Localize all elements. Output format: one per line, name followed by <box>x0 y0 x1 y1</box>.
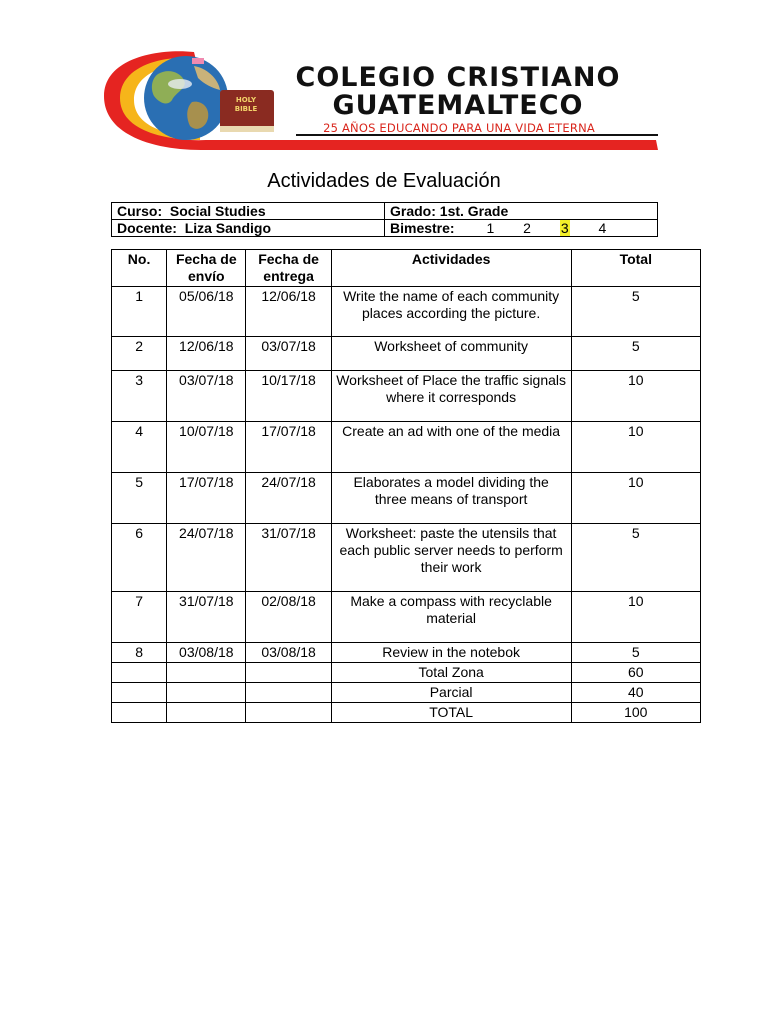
cell-actividad: Worksheet of Place the traffic signals where it corresponds <box>331 371 571 422</box>
cell-actividad: Create an ad with one of the media <box>331 422 571 473</box>
header-no: No. <box>112 250 167 287</box>
header-actividades: Actividades <box>331 250 571 287</box>
cell-actividad: Review in the notebok <box>331 643 571 663</box>
cell-total: 10 <box>571 473 700 524</box>
cell-total: 5 <box>571 524 700 592</box>
cell-actividad: Elaborates a model dividing the three means of transport <box>331 473 571 524</box>
school-name-line2: GUATEMALTECO <box>332 90 584 121</box>
summary-total: 40 <box>571 683 700 703</box>
docente-cell <box>112 220 385 237</box>
docente-label: Docente: <box>117 220 177 236</box>
cell-entrega: 03/08/18 <box>246 643 331 663</box>
summary-total: 60 <box>571 663 700 683</box>
cell-no: 7 <box>112 592 167 643</box>
table-row <box>112 371 701 422</box>
table-row <box>112 473 701 524</box>
cell-entrega: 17/07/18 <box>246 422 331 473</box>
summary-label: TOTAL <box>331 703 571 723</box>
cell-envio: 17/07/18 <box>167 473 246 524</box>
info-row <box>112 220 658 237</box>
curso-value: Social Studies <box>169 203 266 219</box>
cell-total: 5 <box>571 287 700 337</box>
cell-no: 8 <box>112 643 167 663</box>
header-total: Total <box>571 250 700 287</box>
table-row <box>112 337 701 371</box>
summary-total: 100 <box>571 703 700 723</box>
cell-envio: 03/07/18 <box>167 371 246 422</box>
school-motto: 25 AÑOS EDUCANDO PARA UNA VIDA ETERNA <box>323 121 595 135</box>
header-fecha-envio: Fecha de envío <box>167 250 246 287</box>
cell-envio: 03/08/18 <box>167 643 246 663</box>
cell-total: 10 <box>571 592 700 643</box>
school-header <box>96 44 666 154</box>
cell-no: 2 <box>112 337 167 371</box>
grado-value: 1st. Grade <box>439 203 509 219</box>
cell-total: 5 <box>571 337 700 371</box>
table-header-row <box>112 250 701 287</box>
cell-no: 4 <box>112 422 167 473</box>
activities-table <box>111 249 701 723</box>
summary-label: Total Zona <box>331 663 571 683</box>
bimestre-option: 1 <box>486 220 495 236</box>
info-row <box>112 203 658 220</box>
grado-cell <box>385 203 658 220</box>
cell-no: 5 <box>112 473 167 524</box>
summary-row <box>112 663 701 683</box>
summary-label: Parcial <box>331 683 571 703</box>
cell-envio: 10/07/18 <box>167 422 246 473</box>
cell-actividad: Make a compass with recyclable material <box>331 592 571 643</box>
grado-label: Grado: <box>390 203 436 219</box>
cell-total: 5 <box>571 643 700 663</box>
bimestre-option: 4 <box>598 220 607 236</box>
bimestre-option-selected: 3 <box>560 220 569 236</box>
cell-actividad: Worksheet: paste the utensils that each public server needs to perform their work <box>331 524 571 592</box>
cell-envio: 24/07/18 <box>167 524 246 592</box>
bimestre-option: 2 <box>523 220 531 236</box>
cell-envio: 12/06/18 <box>167 337 246 371</box>
info-table <box>111 202 658 237</box>
school-name-line1: COLEGIO CRISTIANO <box>295 62 621 93</box>
bible-text-2: BIBLE <box>234 105 258 113</box>
bible-text-1: HOLY <box>235 96 257 104</box>
cell-total: 10 <box>571 371 700 422</box>
cell-entrega: 31/07/18 <box>246 524 331 592</box>
summary-row <box>112 703 701 723</box>
table-row <box>112 643 701 663</box>
cell-entrega: 12/06/18 <box>246 287 331 337</box>
cell-entrega: 03/07/18 <box>246 337 331 371</box>
summary-row <box>112 683 701 703</box>
cell-no: 3 <box>112 371 167 422</box>
cell-total: 10 <box>571 422 700 473</box>
cell-entrega: 02/08/18 <box>246 592 331 643</box>
cell-envio: 05/06/18 <box>167 287 246 337</box>
docente-value: Liza Sandigo <box>184 220 272 236</box>
table-row <box>112 422 701 473</box>
curso-label: Curso: <box>117 203 163 219</box>
cell-actividad: Write the name of each community places according the picture. <box>331 287 571 337</box>
bimestre-label: Bimestre: <box>390 220 455 236</box>
bimestre-options <box>486 220 631 236</box>
cell-envio: 31/07/18 <box>167 592 246 643</box>
curso-cell <box>112 203 385 220</box>
table-row <box>112 287 701 337</box>
header-fecha-entrega: Fecha de entrega <box>246 250 331 287</box>
cell-no: 6 <box>112 524 167 592</box>
table-row <box>112 592 701 643</box>
cell-entrega: 24/07/18 <box>246 473 331 524</box>
cell-actividad: Worksheet of community <box>331 337 571 371</box>
cell-entrega: 10/17/18 <box>246 371 331 422</box>
cell-no: 1 <box>112 287 167 337</box>
page-title: Actividades de Evaluación <box>267 170 501 192</box>
bimestre-cell <box>385 220 658 237</box>
school-name <box>248 64 668 120</box>
table-row <box>112 524 701 592</box>
